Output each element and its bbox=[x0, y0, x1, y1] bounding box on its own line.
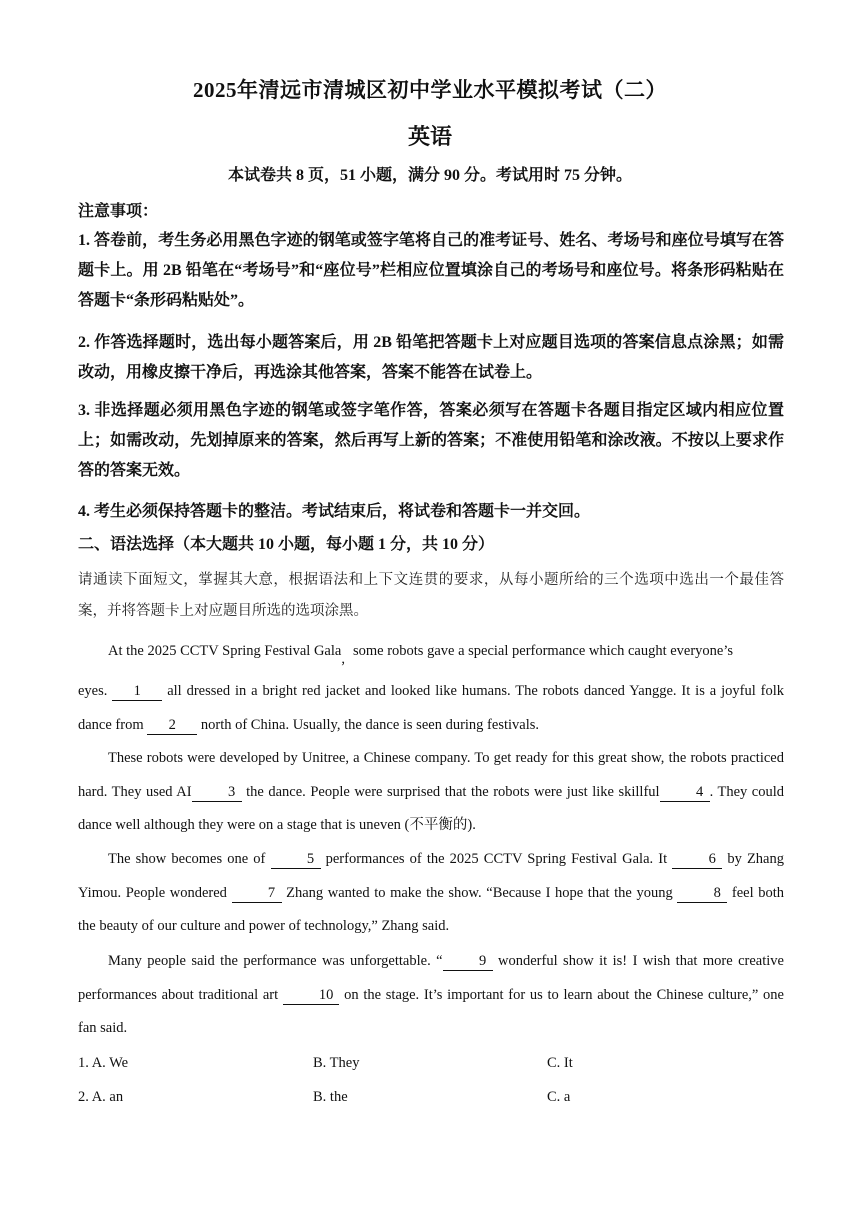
blank-7: 7 bbox=[232, 884, 282, 903]
passage-text: These robots were developed by Unitree, a Chinese company. To get ready for this great show, the robots practiced hard. They used AI bbox=[78, 750, 784, 800]
passage-text: by Zhang Yimou. People wondered bbox=[78, 851, 784, 901]
section-title: 二、语法选择（本大题共 10 小题，每小题 1 分，共 10 分） bbox=[78, 536, 495, 553]
passage-text: . They could dance well although they were on a stage that is uneven (不平衡的). bbox=[78, 783, 784, 834]
passage-paragraph-4 bbox=[78, 945, 784, 1046]
option-a: 1. A. We bbox=[78, 1055, 129, 1071]
passage-paragraph-1-line-1 bbox=[78, 629, 784, 674]
passage-text: At the 2025 CCTV Spring Festival Gala bbox=[108, 643, 342, 659]
blank-6: 6 bbox=[672, 850, 722, 869]
blank-10: 10 bbox=[283, 986, 340, 1005]
question-1-options bbox=[78, 1055, 784, 1075]
notice-heading: 注意事项： bbox=[78, 203, 159, 220]
passage-text: all dressed in a bright red jacket and looked like humans. The robots danced Yangge. It is a joyful folk dance from bbox=[78, 683, 784, 733]
passage-text: some robots gave a special performance which caught everyone’s bbox=[352, 643, 734, 659]
blank-8: 8 bbox=[677, 884, 727, 903]
passage-text: performances of the 2025 CCTV Spring Festival Gala. It bbox=[320, 851, 673, 867]
question-2-options bbox=[78, 1089, 784, 1109]
blank-1: 1 bbox=[112, 682, 162, 701]
notice-item-4: 4. 考生必须保持答题卡的整洁。考试结束后，将试卷和答题卡一并交回。 bbox=[78, 503, 591, 520]
option-c: C. a bbox=[547, 1089, 571, 1105]
passage-paragraph-1 bbox=[78, 675, 784, 742]
passage-text: , bbox=[341, 651, 345, 667]
blank-2: 2 bbox=[147, 716, 197, 735]
blank-9: 9 bbox=[443, 952, 493, 971]
section-instruction: 请通读下面短文，掌握其大意，根据语法和上下文连贯的要求，从每小题所给的三个选项中选出一个最佳答案，并将答题卡上对应题目所选的选项涂黑。 bbox=[78, 572, 784, 619]
notice-item-1: 1. 答卷前，考生务必用黑色字迹的钢笔或签字笔将自己的准考证号、姓名、考场号和座位号填写在答题卡上。用 2B 铅笔在“考场号”和“座位号”栏相应位置填涂自己的考场号和座位号。将条形码粘贴在答题卡“条形码粘贴处”。 bbox=[78, 232, 784, 309]
passage-paragraph-3 bbox=[78, 843, 784, 944]
passage-text: feel both the beauty of our culture and power of technology,” Zhang said. bbox=[78, 884, 784, 935]
passage-text: the dance. People were surprised that the robots were just like skillful bbox=[241, 783, 660, 800]
passage-text: wonderful show it is! I wish that more creative performances about traditional art bbox=[78, 953, 784, 1003]
blank-4: 4 bbox=[660, 783, 710, 802]
subject-title: 英语 bbox=[407, 124, 452, 149]
option-b: B. the bbox=[313, 1089, 348, 1105]
exam-info: 本试卷共 8 页，51 小题，满分 90 分。考试用时 75 分钟。 bbox=[227, 167, 632, 184]
blank-3: 3 bbox=[192, 783, 242, 802]
exam-title: 2025年清远市清城区初中学业水平模拟考试（二） bbox=[193, 78, 667, 102]
passage-paragraph-2 bbox=[78, 742, 784, 843]
option-c: C. It bbox=[547, 1055, 573, 1071]
passage-text: Zhang wanted to make the show. “Because I hope that the young bbox=[281, 884, 678, 901]
passage-text: on the stage. It’s important for us to learn about the Chinese culture,” one fan said. bbox=[78, 986, 784, 1037]
notice-item-3: 3. 非选择题必须用黑色字迹的钢笔或签字笔作答，答案必须写在答题卡各题目指定区域内相应位置上；如需改动，先划掉原来的答案，然后再写上新的答案；不准使用铅笔和涂改液。不按以上要求作答的答案无效。 bbox=[78, 402, 784, 479]
option-b: B. They bbox=[313, 1055, 360, 1071]
blank-5: 5 bbox=[271, 850, 321, 869]
passage-text: Many people said the performance was unforgettable. “ bbox=[108, 953, 443, 969]
passage-text: eyes. bbox=[78, 683, 113, 699]
passage-text: north of China. Usually, the dance is seen during festivals. bbox=[197, 716, 539, 733]
option-a: 2. A. an bbox=[78, 1089, 124, 1105]
notice-item-2: 2. 作答选择题时，选出每小题答案后，用 2B 铅笔把答题卡上对应题目选项的答案信息点涂黑；如需改动，用橡皮擦干净后，再选涂其他答案，答案不能答在试卷上。 bbox=[78, 334, 784, 381]
passage-text: The show becomes one of bbox=[108, 851, 271, 867]
